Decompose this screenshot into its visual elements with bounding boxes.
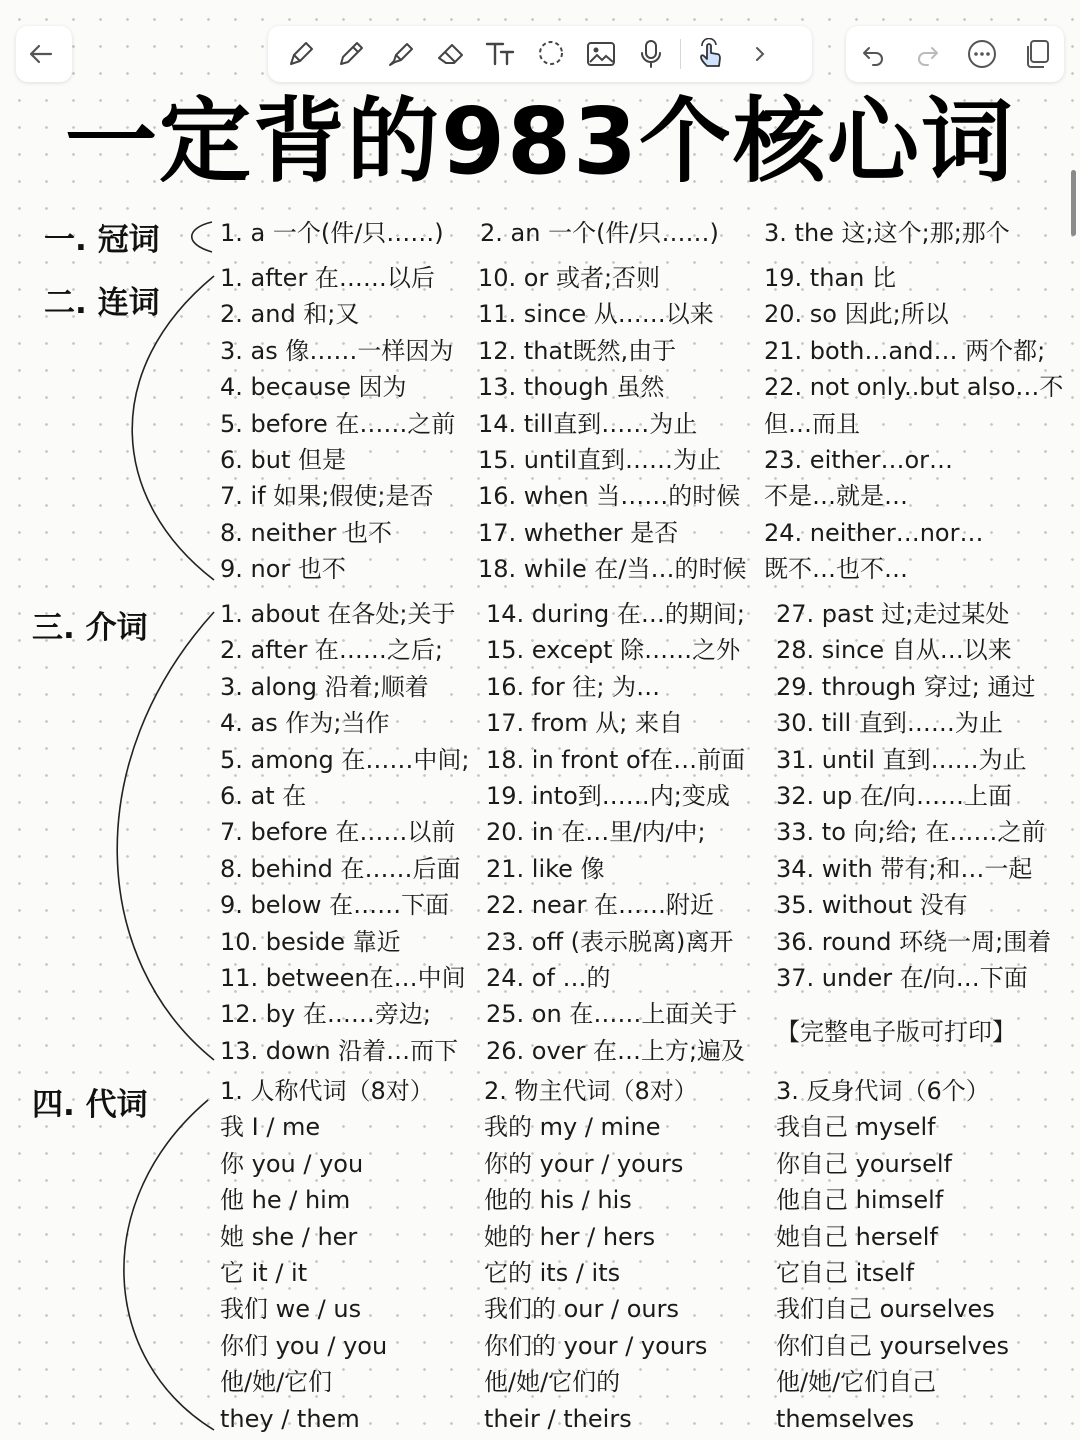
list-item: 23. either…or… — [764, 446, 954, 474]
list-item: 8. neither 也不 — [220, 518, 393, 547]
list-item: 10. or 或者;否则 — [478, 264, 661, 292]
list-item: 他自己 himself — [776, 1186, 944, 1215]
print-version-note: 【完整电子版可打印】 — [776, 1018, 1016, 1046]
list-item: 31. until 直到……为止 — [776, 745, 1027, 774]
list-item: 3. as 像……一样因为 — [220, 336, 454, 365]
list-item: 34. with 带有;和…一起 — [776, 854, 1033, 883]
list-item: 3. along 沿着;顺着 — [220, 672, 429, 701]
list-item: 她的 her / hers — [484, 1222, 656, 1251]
list-item: 它 it / it — [220, 1259, 308, 1287]
list-item: 我们的 our / ours — [484, 1295, 679, 1324]
list-item: 他/她/它们的 — [484, 1368, 621, 1397]
list-item: 16. when 当……的时候 — [478, 482, 741, 511]
list-item: 27. past 过;走过某处 — [776, 600, 1010, 628]
list-item: 她自己 herself — [776, 1222, 938, 1251]
list-item: they / them — [220, 1404, 360, 1433]
list-item: 16. for 往; 为… — [486, 672, 661, 701]
list-item: 15. until直到……为止 — [478, 446, 721, 474]
list-item: 8. behind 在……后面 — [220, 854, 461, 883]
list-item: 你们的 your / yours — [484, 1331, 708, 1360]
list-item: 我们 we / us — [220, 1295, 362, 1324]
list-item: 你 you / you — [220, 1149, 364, 1178]
list-item: 你自己 yourself — [776, 1149, 952, 1178]
list-item: 2. and 和;又 — [220, 300, 360, 329]
list-item: 9. below 在……下面 — [220, 891, 450, 920]
list-item: 既不…也不… — [764, 555, 908, 584]
heading-pronouns: 四. 代词 — [32, 1087, 148, 1123]
list-item: 4. as 作为;当作 — [220, 709, 390, 738]
list-item: 9. nor 也不 — [220, 555, 346, 584]
list-item: 2. 物主代词（8对） — [484, 1077, 698, 1105]
list-item: 20. in 在…里/内/中; — [486, 818, 706, 847]
list-item: 他的 his / his — [484, 1186, 632, 1215]
list-item: 4. because 因为 — [220, 373, 407, 402]
pronouns-bracket — [124, 1100, 214, 1430]
heading-articles: 一. 冠词 — [44, 222, 160, 258]
list-item: 18. in front of在…前面 — [486, 745, 746, 774]
list-item: 11. since 从……以来 — [478, 300, 714, 329]
list-item: 3. the 这;这个;那;那个 — [764, 219, 1010, 247]
list-item: 19. than 比 — [764, 264, 896, 292]
list-item: 我们自己 ourselves — [776, 1295, 995, 1324]
list-item: 33. to 向;给; 在……之前 — [776, 818, 1046, 847]
list-item: 我 I / me — [220, 1113, 321, 1142]
list-item: their / theirs — [484, 1404, 632, 1433]
list-item: 35. without 没有 — [776, 891, 968, 920]
list-item: 我的 my / mine — [484, 1113, 661, 1142]
list-item: themselves — [776, 1404, 915, 1433]
list-item: 32. up 在/向……上面 — [776, 782, 1012, 810]
list-item: 1. after 在……以后 — [220, 264, 435, 292]
list-item: 3. 反身代词（6个） — [776, 1077, 990, 1105]
list-item: 7. if 如果;假使;是否 — [220, 482, 434, 511]
list-item: 26. over 在…上方;遍及 — [486, 1036, 746, 1065]
list-item: 23. off (表示脱离)离开 — [486, 927, 734, 956]
list-item: 14. till直到……为止 — [478, 409, 698, 438]
list-item: 22. near 在……附近 — [486, 891, 714, 920]
list-item: 25. on 在……上面关于 — [486, 1000, 738, 1029]
list-item: 1. a 一个(件/只……) — [220, 219, 444, 247]
list-item: 10. beside 靠近 — [220, 927, 401, 956]
list-item: 7. before 在……以前 — [220, 818, 456, 847]
list-item: 17. from 从; 来自 — [486, 709, 683, 738]
list-item: 12. that既然,由于 — [478, 336, 677, 365]
list-item: 11. between在…中间 — [220, 964, 466, 992]
list-item: 20. so 因此;所以 — [764, 300, 949, 329]
list-item: 它自己 itself — [776, 1259, 915, 1287]
list-item: 24. of …的 — [486, 964, 611, 992]
list-item: 她 she / her — [220, 1222, 358, 1251]
list-item: 你的 your / yours — [484, 1149, 684, 1178]
articles-bracket — [192, 222, 212, 252]
list-item: 21. like 像 — [486, 854, 605, 883]
list-item: 6. at 在 — [220, 782, 307, 810]
list-item: 13. though 虽然 — [478, 373, 665, 402]
list-item: 6. but 但是 — [220, 446, 347, 474]
list-item: 你们 you / you — [220, 1331, 388, 1360]
list-item: 18. while 在/当…的时候 — [478, 555, 747, 584]
list-item: 1. about 在各处;关于 — [220, 600, 456, 628]
list-item: 36. round 环绕一周;围着 — [776, 927, 1052, 956]
list-item: 它的 its / its — [484, 1259, 621, 1287]
list-item: 30. till 直到……为止 — [776, 709, 1003, 738]
list-item: 2. an 一个(件/只……) — [480, 219, 719, 247]
list-item: 22. not only..but also…不 — [764, 373, 1064, 402]
list-item: 5. among 在……中间; — [220, 745, 470, 774]
list-item: 他 he / him — [220, 1186, 351, 1215]
heading-conjunctions: 二. 连词 — [44, 285, 160, 321]
list-item: 19. into到……内;变成 — [486, 782, 730, 810]
list-item: 5. before 在……之前 — [220, 409, 456, 438]
list-item: 14. during 在…的期间; — [486, 600, 745, 628]
list-item: 17. whether 是否 — [478, 518, 679, 547]
list-item: 15. except 除……之外 — [486, 636, 741, 665]
list-item: 21. both…and… 两个都; — [764, 336, 1046, 365]
list-item: 12. by 在……旁边; — [220, 1000, 431, 1029]
prepositions-bracket — [117, 612, 214, 1060]
list-item: 他/她/它们 — [220, 1368, 333, 1397]
list-item: 1. 人称代词（8对） — [220, 1077, 434, 1105]
list-item: 他/她/它们自己 — [776, 1368, 937, 1397]
list-item: 28. since 自从…以来 — [776, 636, 1012, 665]
list-item: 你们自己 yourselves — [776, 1331, 1010, 1360]
list-item: 不是…就是… — [764, 482, 908, 511]
list-item: 但…而且 — [764, 409, 860, 438]
list-item: 29. through 穿过; 通过 — [776, 672, 1036, 701]
list-item: 2. after 在……之后; — [220, 636, 444, 665]
list-item: 24. neither…nor… — [764, 518, 984, 547]
list-item: 37. under 在/向…下面 — [776, 964, 1028, 992]
heading-prepositions: 三. 介词 — [32, 610, 148, 646]
list-item: 我自己 myself — [776, 1113, 936, 1142]
list-item: 13. down 沿着…而下 — [220, 1036, 459, 1065]
page-title: 一定背的983个核心词 — [64, 88, 1016, 195]
